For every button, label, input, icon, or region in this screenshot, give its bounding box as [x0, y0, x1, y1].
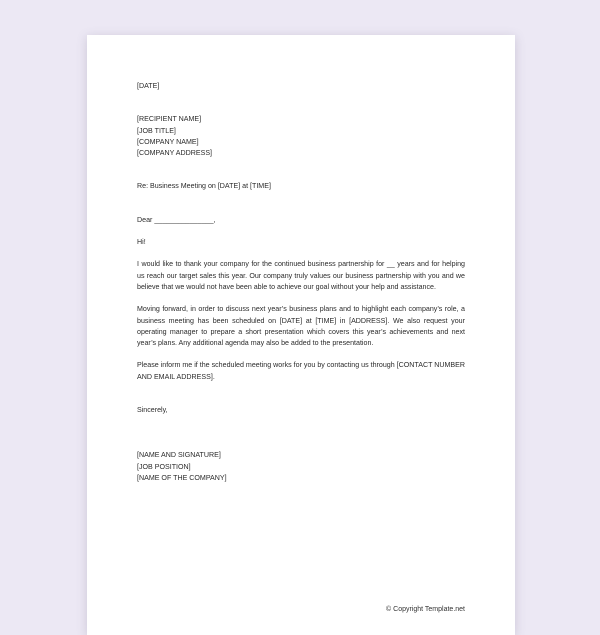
- signature-name: [NAME AND SIGNATURE]: [137, 451, 221, 460]
- recipient-company-address: [COMPANY ADDRESS]: [137, 149, 213, 158]
- letter-paragraph-2: Moving forward, in order to discuss next year’s business plans and to highlight each company’s role, a business meeting has been scheduled on [DATE] at [TIME] in [ADDRESS]. We also request your operating manager to prepare a short presentation which covers this year’s achievements and next year’s plans. Any additional agenda may also be added to the presentation.: [137, 305, 465, 348]
- signature-company: [NAME OF THE COMPANY]: [137, 473, 227, 482]
- signature-block: [137, 450, 465, 484]
- letter-page: [87, 35, 515, 635]
- letter-body: [137, 81, 465, 484]
- copyright-notice: © Copyright Template.net: [386, 606, 465, 613]
- recipient-job-title: [JOB TITLE]: [137, 126, 176, 135]
- recipient-block: [137, 114, 465, 159]
- recipient-name: [RECIPIENT NAME]: [137, 115, 202, 124]
- recipient-company-name: [COMPANY NAME]: [137, 137, 199, 146]
- letter-paragraph-3: Please inform me if the scheduled meeting works for you by contacting us through [CONTACT NUMBER AND EMAIL ADDRESS].: [137, 361, 465, 381]
- letter-date: [DATE]: [137, 82, 160, 90]
- letter-salutation: Dear _______________,: [137, 215, 216, 224]
- letter-closing: Sincerely,: [137, 406, 168, 415]
- letter-greeting: Hi!: [137, 238, 146, 247]
- letter-paragraph-1: I would like to thank your company for the continued business partnership for __ years and for helping us reach our target sales this year. Our company truly values our business partnership with you and we believe that we would not have been able to achieve our goal without your help and assistance.: [137, 260, 465, 291]
- signature-job-position: [JOB POSITION]: [137, 462, 191, 471]
- letter-subject: Re: Business Meeting on [DATE] at [TIME]: [137, 182, 271, 191]
